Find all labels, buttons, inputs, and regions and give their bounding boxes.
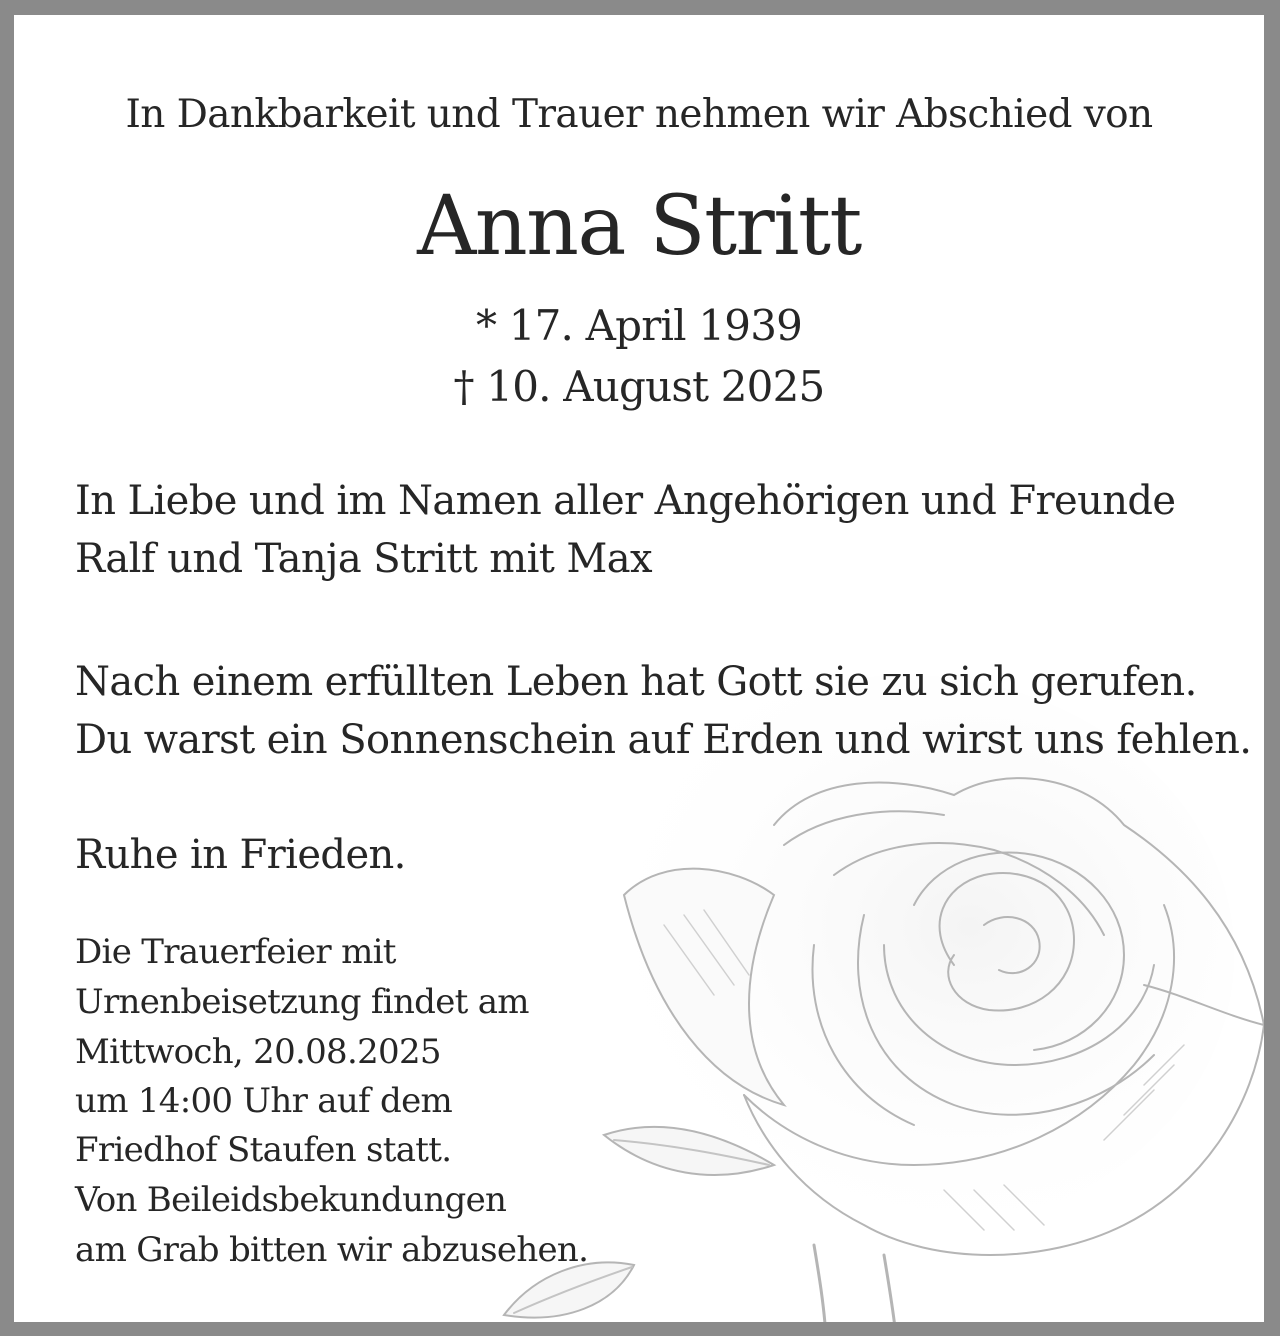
verse-line: Du warst ein Sonnenschein auf Erden und wirst uns fehlen. bbox=[75, 717, 1252, 763]
rose-illustration bbox=[484, 665, 1280, 1336]
ceremony-line: Die Trauerfeier mit bbox=[75, 932, 396, 972]
death-date: † 10. August 2025 bbox=[453, 362, 825, 411]
closing-line: Ruhe in Frieden. bbox=[75, 832, 406, 878]
ceremony-line: Urnenbeisetzung findet am bbox=[75, 982, 529, 1022]
family-line: Ralf und Tanja Stritt mit Max bbox=[75, 536, 652, 582]
ceremony-line: um 14:00 Uhr auf dem bbox=[75, 1081, 453, 1121]
ceremony-line: am Grab bitten wir abzusehen. bbox=[75, 1230, 589, 1270]
intro-line: In Dankbarkeit und Trauer nehmen wir Abschied von bbox=[125, 92, 1153, 137]
ceremony-line: Von Beileidsbekundungen bbox=[75, 1180, 507, 1220]
ceremony-line: Mittwoch, 20.08.2025 bbox=[75, 1032, 441, 1072]
ceremony-line: Friedhof Staufen statt. bbox=[75, 1130, 452, 1170]
verse-line: Nach einem erfüllten Leben hat Gott sie zu sich gerufen. bbox=[75, 659, 1197, 705]
family-line: In Liebe und im Namen aller Angehörigen und Freunde bbox=[75, 478, 1176, 524]
deceased-name: Anna Stritt bbox=[417, 179, 861, 274]
birth-date: * 17. April 1939 bbox=[475, 301, 803, 350]
